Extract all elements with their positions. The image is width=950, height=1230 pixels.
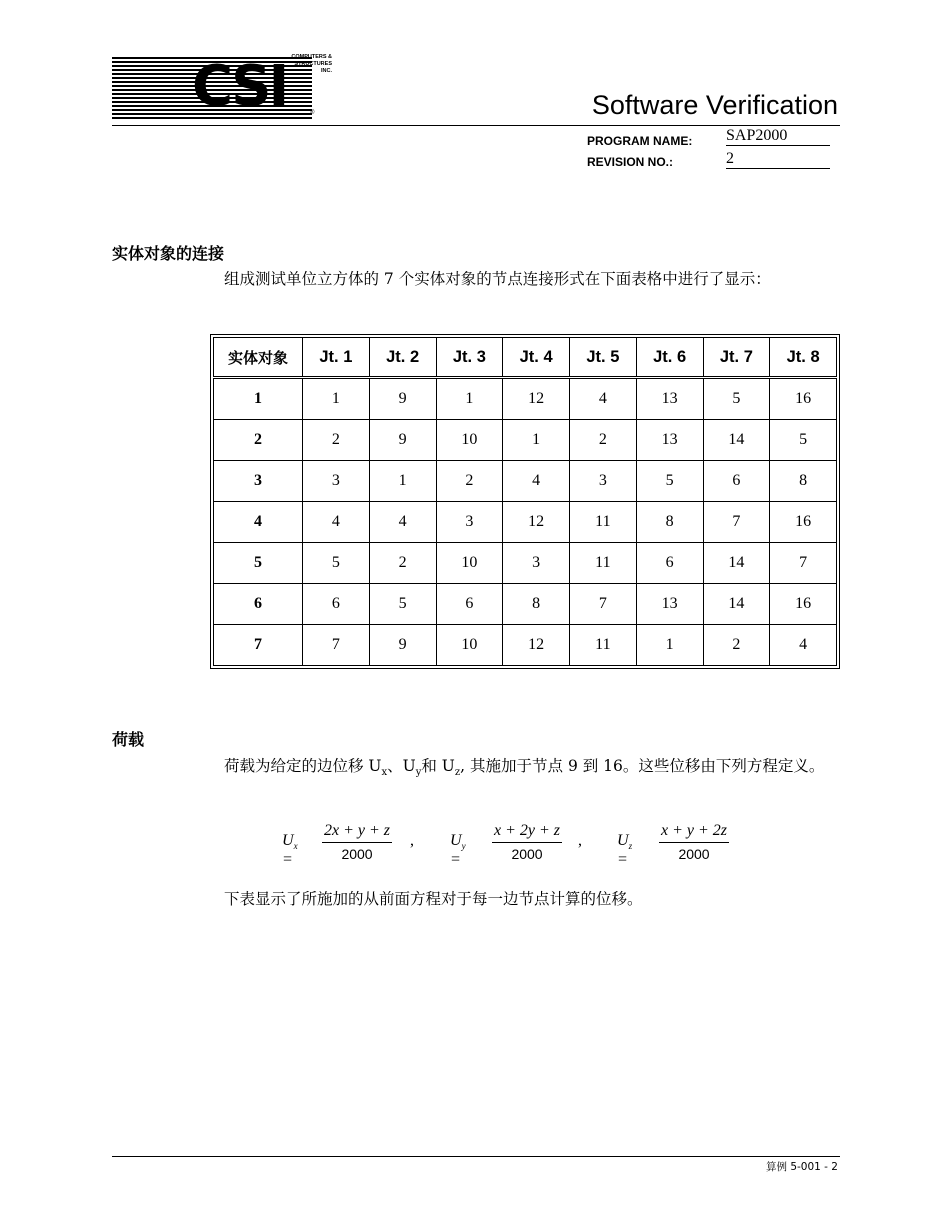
joint-cell: 16 [770, 378, 837, 420]
joint-cell: 5 [636, 461, 703, 502]
table-row [214, 378, 837, 420]
joint-cell: 1 [436, 378, 503, 420]
eq-subscript: z [628, 841, 633, 852]
equation-lhs: $U_x$ = [282, 832, 298, 869]
eq-separator: , [410, 832, 414, 849]
program-name-label: PROGRAM NAME: [587, 134, 693, 148]
eq-symbol: U [282, 832, 294, 849]
eq-denominator: 2000 [511, 846, 543, 862]
equation-fraction [659, 820, 729, 865]
equation-fraction [492, 820, 562, 865]
table-row [214, 502, 837, 543]
column-header-joint: Jt. 3 [436, 338, 503, 378]
loads-paragraph [224, 753, 836, 786]
table-row [214, 543, 837, 584]
joint-cell: 2 [570, 420, 637, 461]
column-header-object: 实体对象 [214, 338, 303, 378]
joint-cell: 5 [303, 543, 370, 584]
table-row [214, 420, 837, 461]
joint-cell: 4 [770, 625, 837, 666]
equation-fraction [322, 820, 392, 865]
equation-lhs: $U_z$ = [617, 832, 633, 869]
joint-cell: 12 [503, 378, 570, 420]
joint-cell: 4 [570, 378, 637, 420]
joint-cell: 6 [303, 584, 370, 625]
footer-divider [112, 1156, 840, 1157]
joint-cell: 16 [770, 502, 837, 543]
joint-cell: 10 [436, 625, 503, 666]
section-heading-connectivity: 实体对象的连接 [112, 244, 225, 263]
object-id-cell: 4 [214, 502, 303, 543]
joint-cell: 3 [436, 502, 503, 543]
joint-cell: 5 [770, 420, 837, 461]
joint-cell: 11 [570, 502, 637, 543]
eq-subscript: x [293, 841, 298, 852]
program-name-value: SAP2000 [726, 126, 830, 146]
joint-cell: 4 [503, 461, 570, 502]
eq-numerator: 2x + y + z [322, 820, 392, 843]
object-id-cell: 5 [214, 543, 303, 584]
displacement-paragraph: 下表显示了所施加的从前面方程对于每一边节点计算的位移。 [224, 890, 643, 908]
joint-cell: 10 [436, 543, 503, 584]
joint-cell: 11 [570, 625, 637, 666]
section-heading-loads: 荷载 [112, 730, 145, 749]
subscript-x: x [381, 767, 388, 779]
column-header-joint: Jt. 6 [636, 338, 703, 378]
table-header-row [214, 338, 837, 378]
object-id-cell: 6 [214, 584, 303, 625]
joint-cell: 14 [703, 584, 770, 625]
joint-cell: 9 [369, 378, 436, 420]
joint-cell: 5 [369, 584, 436, 625]
joint-cell: 7 [770, 543, 837, 584]
joint-cell: 14 [703, 420, 770, 461]
column-header-joint: Jt. 5 [570, 338, 637, 378]
eq-symbol: U [617, 832, 629, 849]
joint-cell: 12 [503, 502, 570, 543]
table-row [214, 584, 837, 625]
joint-cell: 8 [636, 502, 703, 543]
joint-cell: 10 [436, 420, 503, 461]
loads-text-part: 和 U [421, 757, 455, 775]
joint-cell: 11 [570, 543, 637, 584]
eq-denominator: 2000 [678, 846, 710, 862]
subscript-z: z [454, 767, 461, 779]
column-header-joint: Jt. 1 [303, 338, 370, 378]
loads-text-part: 荷载为给定的边位移 U [224, 757, 382, 775]
eq-subscript: y [461, 841, 466, 852]
page-title: Software Verification [591, 90, 838, 120]
joint-cell: 2 [369, 543, 436, 584]
logo-letters: CSI [192, 54, 287, 119]
joint-cell: 1 [369, 461, 436, 502]
loads-text-part: , 其施加于节点 9 到 16。这些位移由下列方程定义。 [460, 757, 825, 775]
joint-cell: 12 [503, 625, 570, 666]
table-row [214, 625, 837, 666]
eq-numerator: x + y + 2z [659, 820, 729, 843]
joint-cell: 4 [369, 502, 436, 543]
object-id-cell: 2 [214, 420, 303, 461]
joint-cell: 1 [636, 625, 703, 666]
joint-cell: 6 [636, 543, 703, 584]
joint-cell: 8 [770, 461, 837, 502]
joint-cell: 6 [436, 584, 503, 625]
object-id-cell: 7 [214, 625, 303, 666]
connectivity-table [210, 334, 840, 669]
object-id-cell: 3 [214, 461, 303, 502]
connectivity-paragraph: 组成测试单位立方体的 7 个实体对象的节点连接形式在下面表格中进行了显示： [224, 270, 771, 288]
joint-cell: 13 [636, 584, 703, 625]
subscript-y: y [415, 767, 422, 779]
joint-cell: 6 [703, 461, 770, 502]
joint-cell: 2 [303, 420, 370, 461]
joint-cell: 1 [303, 378, 370, 420]
joint-cell: 8 [503, 584, 570, 625]
joint-cell: 7 [703, 502, 770, 543]
column-header-joint: Jt. 2 [369, 338, 436, 378]
column-header-joint: Jt. 8 [770, 338, 837, 378]
joint-cell: 7 [303, 625, 370, 666]
page-number: 算例 5-001 - 2 [766, 1161, 838, 1173]
eq-separator: , [578, 832, 582, 849]
joint-cell: 13 [636, 378, 703, 420]
revision-value: 2 [726, 149, 830, 169]
table-row [214, 461, 837, 502]
joint-cell: 1 [503, 420, 570, 461]
revision-label: REVISION NO.: [587, 155, 674, 169]
equation-lhs: $U_y$ = [450, 832, 466, 869]
joint-cell: 14 [703, 543, 770, 584]
joint-cell: 3 [570, 461, 637, 502]
joint-cell: 3 [303, 461, 370, 502]
joint-cell: 9 [369, 625, 436, 666]
logo-company-text: COMPUTERS & STRUCTURES INC. [291, 54, 332, 74]
joint-cell: 2 [436, 461, 503, 502]
loads-text-part: 、U [387, 757, 416, 775]
joint-cell: 13 [636, 420, 703, 461]
column-header-joint: Jt. 4 [503, 338, 570, 378]
object-id-cell: 1 [214, 378, 303, 420]
eq-numerator: x + 2y + z [492, 820, 562, 843]
column-header-joint: Jt. 7 [703, 338, 770, 378]
csi-logo [112, 54, 332, 120]
joint-cell: 16 [770, 584, 837, 625]
logo-registered-mark: ® [310, 110, 315, 116]
joint-cell: 2 [703, 625, 770, 666]
joint-cell: 4 [303, 502, 370, 543]
joint-cell: 5 [703, 378, 770, 420]
eq-denominator: 2000 [341, 846, 373, 862]
joint-cell: 7 [570, 584, 637, 625]
eq-symbol: U [450, 832, 462, 849]
joint-cell: 3 [503, 543, 570, 584]
joint-cell: 9 [369, 420, 436, 461]
